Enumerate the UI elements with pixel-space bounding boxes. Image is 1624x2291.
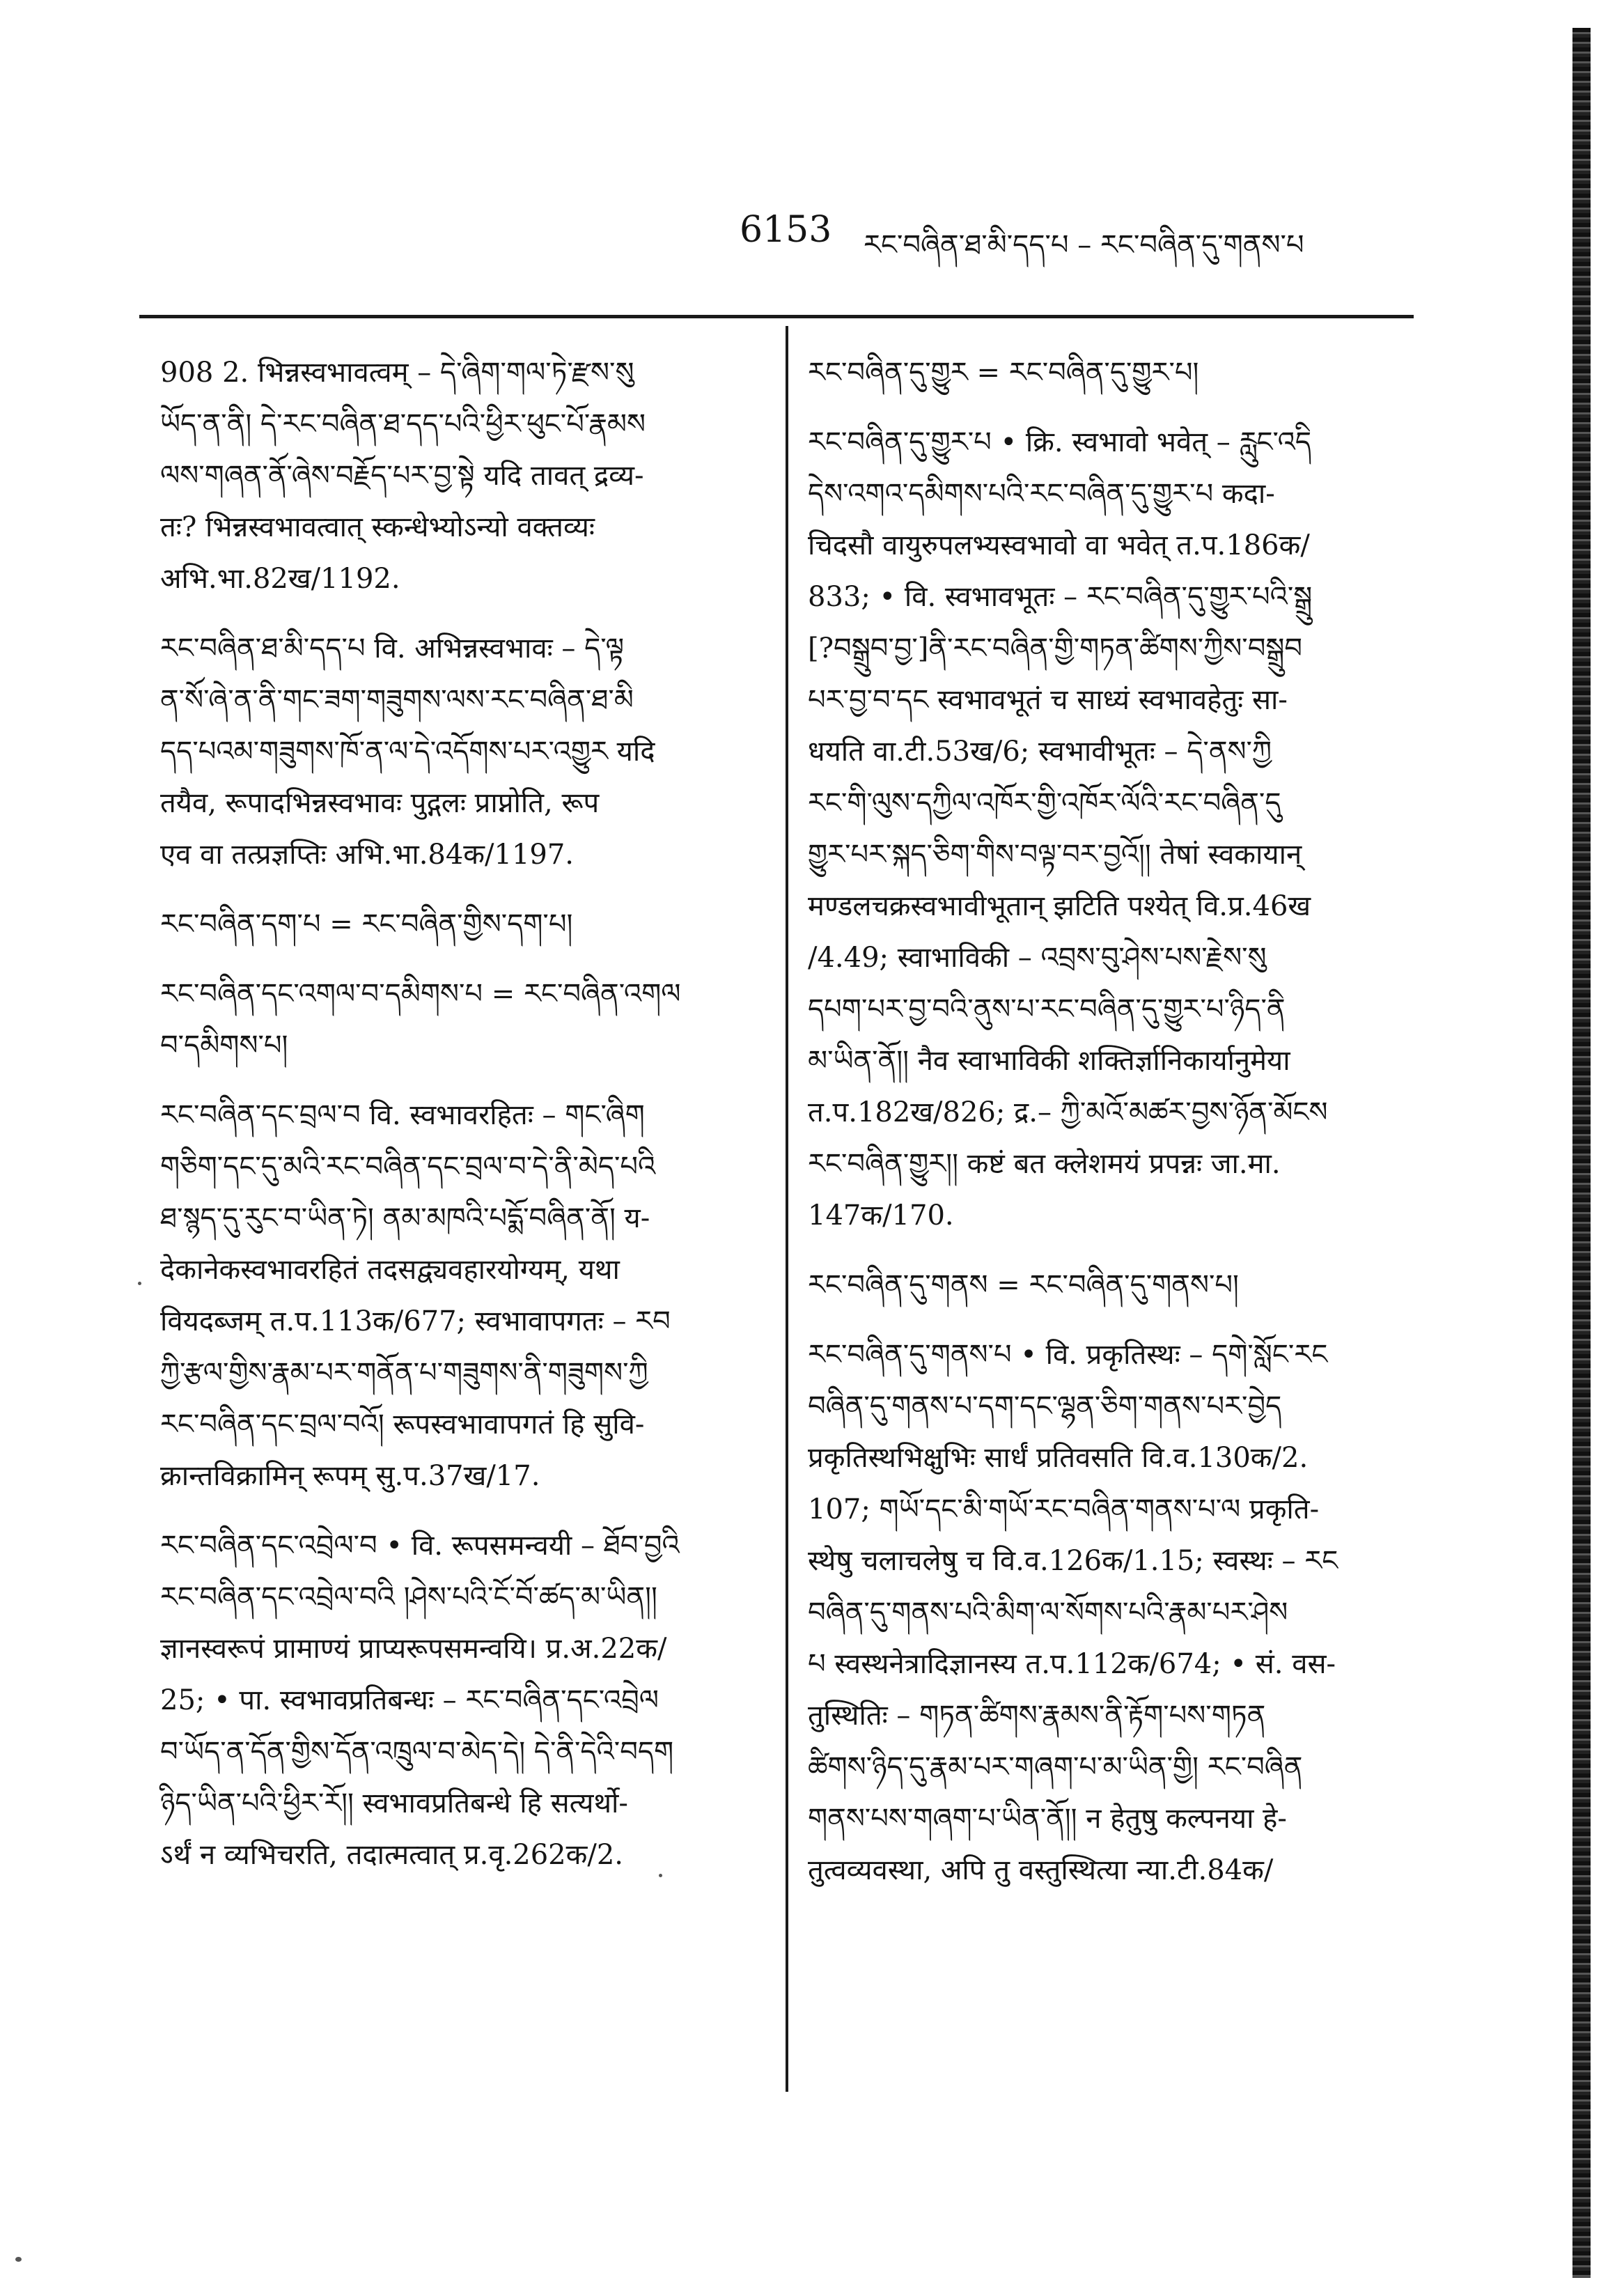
running-head: རང་བཞིན་ཐ་མི་དད་པ – རང་བཞིན་དུ་གནས་པ [864, 229, 1304, 261]
dictionary-entry: 908 2. भिन्नस्वभावत्वम् – དེ་ཞིག་གལ་ཏེ་རྫས་སུ ཡོད་ན་ནི། དེ་རང་བཞིན་ཐ་དད་པའི་ཕྱིར་ཕུང་པོ་རྣམས ལས་གཞན་ནོ་ཞེས་བརྗོད་པར་བྱ་སྟེ यदि तावत् द्रव्य- तः? भिन्नस्वभावत्वात् स्कन्धेभ्योऽन्यो वक्तव्यः अभि.भा.82ख/1192. [160, 357, 646, 595]
dictionary-entry: རང་བཞིན་དུ་གྱུར་པ • क्रि. स्वभावो भवेत् – རླུང་འདི དེས་འགའ་དམིགས་པའི་རང་བཞིན་དུ་གྱུར་པ कदा- चिदसौ वायुरुपलभ्यस्वभावो वा भवेत् त.प.186क/ 833; • वि. स्वभावभूतः – རང་བཞིན་དུ་གྱུར་པའི་སྒྲུ [?བསྒྲུབ་བྱ་]ནི་རང་བཞིན་གྱི་གཏན་ཚིགས་ཀྱིས་བསྒྲུབ པར་བྱ་བ་དང स्वभावभूतं च साध्यं स्वभावहेतुः सा- धयति वा.टी.53ख/6; स्वभावीभूतः – དེ་ནས་ཀྱི རང་གི་ལུས་དཀྱིལ་འཁོར་གྱི་འཁོར་ལོའི་རང་བཞིན་དུ གྱུར་པར་སྐད་ཅིག་གིས་བལྟ་བར་བྱའོ།། तेषां स्वकायान् मण्डलचक्रस्वभावीभूतान् झटिति पश्येत् वि.प्र.46ख /4.49; स्वाभाविकी – འབྲས་བུ་ཤེས་པས་རྗེས་སུ དཔག་པར་བྱ་བའི་ནུས་པ་རང་བཞིན་དུ་གྱུར་པ་ཉིད་ནི མ་ཡིན་ནོ།། नैव स्वाभाविकी शक्तिर्ज्ञानिकार्यानुमेया त.प.182ख/826; द्र.– ཀྱི་མའོ་མཚར་བྱས་ཉོན་མོངས རང་བཞིན་གྱུར།། कष्टं बत क्लेशमयं प्रपन्नः जा.मा. 147क/170. [808, 426, 1328, 1232]
scan-edge-shadow [1572, 28, 1591, 2278]
dictionary-entry: རང་བཞིན་ཐ་མི་དད་པ वि. अभिन्नस्वभावः – དེ་ལྟ ན་སོ་ཞེ་ན་ནི་གང་ཟག་གཟུགས་ལས་རང་བཞིན་ཐ་མི དད་པའམ་གཟུགས་ཁོ་ན་ལ་དེ་འདོགས་པར་འགྱུར यदि तयैव, रूपादभिन्नस्वभावः पुद्गलः प्राप्नोति, रूप एव वा तत्प्रज्ञप्तिः अभि.भा.84क/1197. [160, 632, 655, 871]
column-divider [786, 326, 788, 2092]
header-rule [139, 315, 1414, 318]
dictionary-entry: རང་བཞིན་དུ་གནས་པ • वि. प्रकृतिस्थः – དགེ་སློང་རང བཞིན་དུ་གནས་པ་དག་དང་ལྷན་ཅིག་གནས་པར་བྱེད प्रकृतिस्थभिक्षुभिः सार्धं प्रतिवसति वि.व.130क/2. 107; གཡོ་དང་མི་གཡོ་རང་བཞིན་གནས་པ་ལ प्रकृति- स्थेषु चलाचलेषु च वि.व.126क/1.15; स्वस्थः – རང བཞིན་དུ་གནས་པའི་མིག་ལ་སོགས་པའི་རྣམ་པར་ཤེས པ स्वस्थनेत्रादिज्ञानस्य त.प.112क/674; • सं. वस- तुस्थितिः – གཏན་ཚིགས་རྣམས་ནི་རྟོག་པས་གཏན ཚིགས་ཉིད་དུ་རྣམ་པར་གཞག་པ་མ་ཡིན་གྱི། རང་བཞིན གནས་པས་གཞག་པ་ཡིན་ནོ།། न हेतुषु कल्पनया हे- तुत्वव्यवस्था, अपि तु वस्तुस्थित्या न्या.टी.84क/ [808, 1339, 1338, 1886]
scan-speck [15, 2257, 22, 2262]
scan-speck [138, 1282, 141, 1285]
page-number: 6153 [740, 209, 832, 251]
left-column [160, 347, 752, 1899]
dictionary-entry: རང་བཞིན་དང་བྲལ་བ वि. स्वभावरहितः – གང་ཞིག གཅིག་དང་དུ་མའི་རང་བཞིན་དང་བྲལ་བ་དེ་ནི་མེད་པའི ཐ་སྙད་དུ་རུང་བ་ཡིན་ཏེ། ནམ་མཁའི་པདྨོ་བཞིན་ནོ། य- देकानेकस्वभावरहितं तदसद्व्यवहारयोग्यम्, यथा वियदब्जम् त.प.113क/677; स्वभावापगतः – རབ ཀྱི་རྩལ་གྱིས་རྣམ་པར་གནོན་པ་གཟུགས་ནི་གཟུགས་ཀྱི རང་བཞིན་དང་བྲལ་བའོ། रूपस्वभावापगतं हि सुवि- क्रान्तविक्रामिन् रूपम् सु.प.37ख/17. [160, 1099, 671, 1492]
dictionary-entry: རང་བཞིན་དུ་གྱུར = རང་བཞིན་དུ་གྱུར་པ། [808, 357, 1199, 389]
dictionary-entry: རང་བཞིན་དང་འགལ་བ་དམིགས་པ = རང་བཞིན་འགལ བ་དམིགས་པ། [160, 978, 681, 1062]
dictionary-entry: རང་བཞིན་དུ་གནས = རང་བཞིན་དུ་གནས་པ། [808, 1269, 1239, 1301]
dictionary-entry: རང་བཞིན་དང་འབྲེལ་བ • वि. रूपसमन्वयी – ཐོབ་བྱའི རང་བཞིན་དང་འབྲེལ་བའི །ཤེས་པའི་ངོ་བོ་ཚད་མ་ཡིན།། ज्ञानस्वरूपं प्रामाण्यं प्राप्यरूपसमन्वयि। प्र.अ.22क/ 25; • पा. स्वभावप्रतिबन्धः – རང་བཞིན་དང་འབྲེལ བ་ཡོད་ན་དོན་གྱིས་དོན་འཁྲུལ་བ་མེད་དེ། དེ་ནི་དེའི་བདག ཉིད་ཡིན་པའི་ཕྱིར་རོ།། स्वभावप्रतिबन्धे हि सत्यर्थो- ऽर्थं न व्यभिचरति, तदात्मत्वात् प्र.वृ.262क/2. [160, 1530, 680, 1871]
dictionary-entry: རང་བཞིན་དག་པ = རང་བཞིན་གྱིས་དག་པ། [160, 908, 573, 940]
scan-speck [659, 1874, 662, 1877]
right-column [808, 347, 1414, 1914]
